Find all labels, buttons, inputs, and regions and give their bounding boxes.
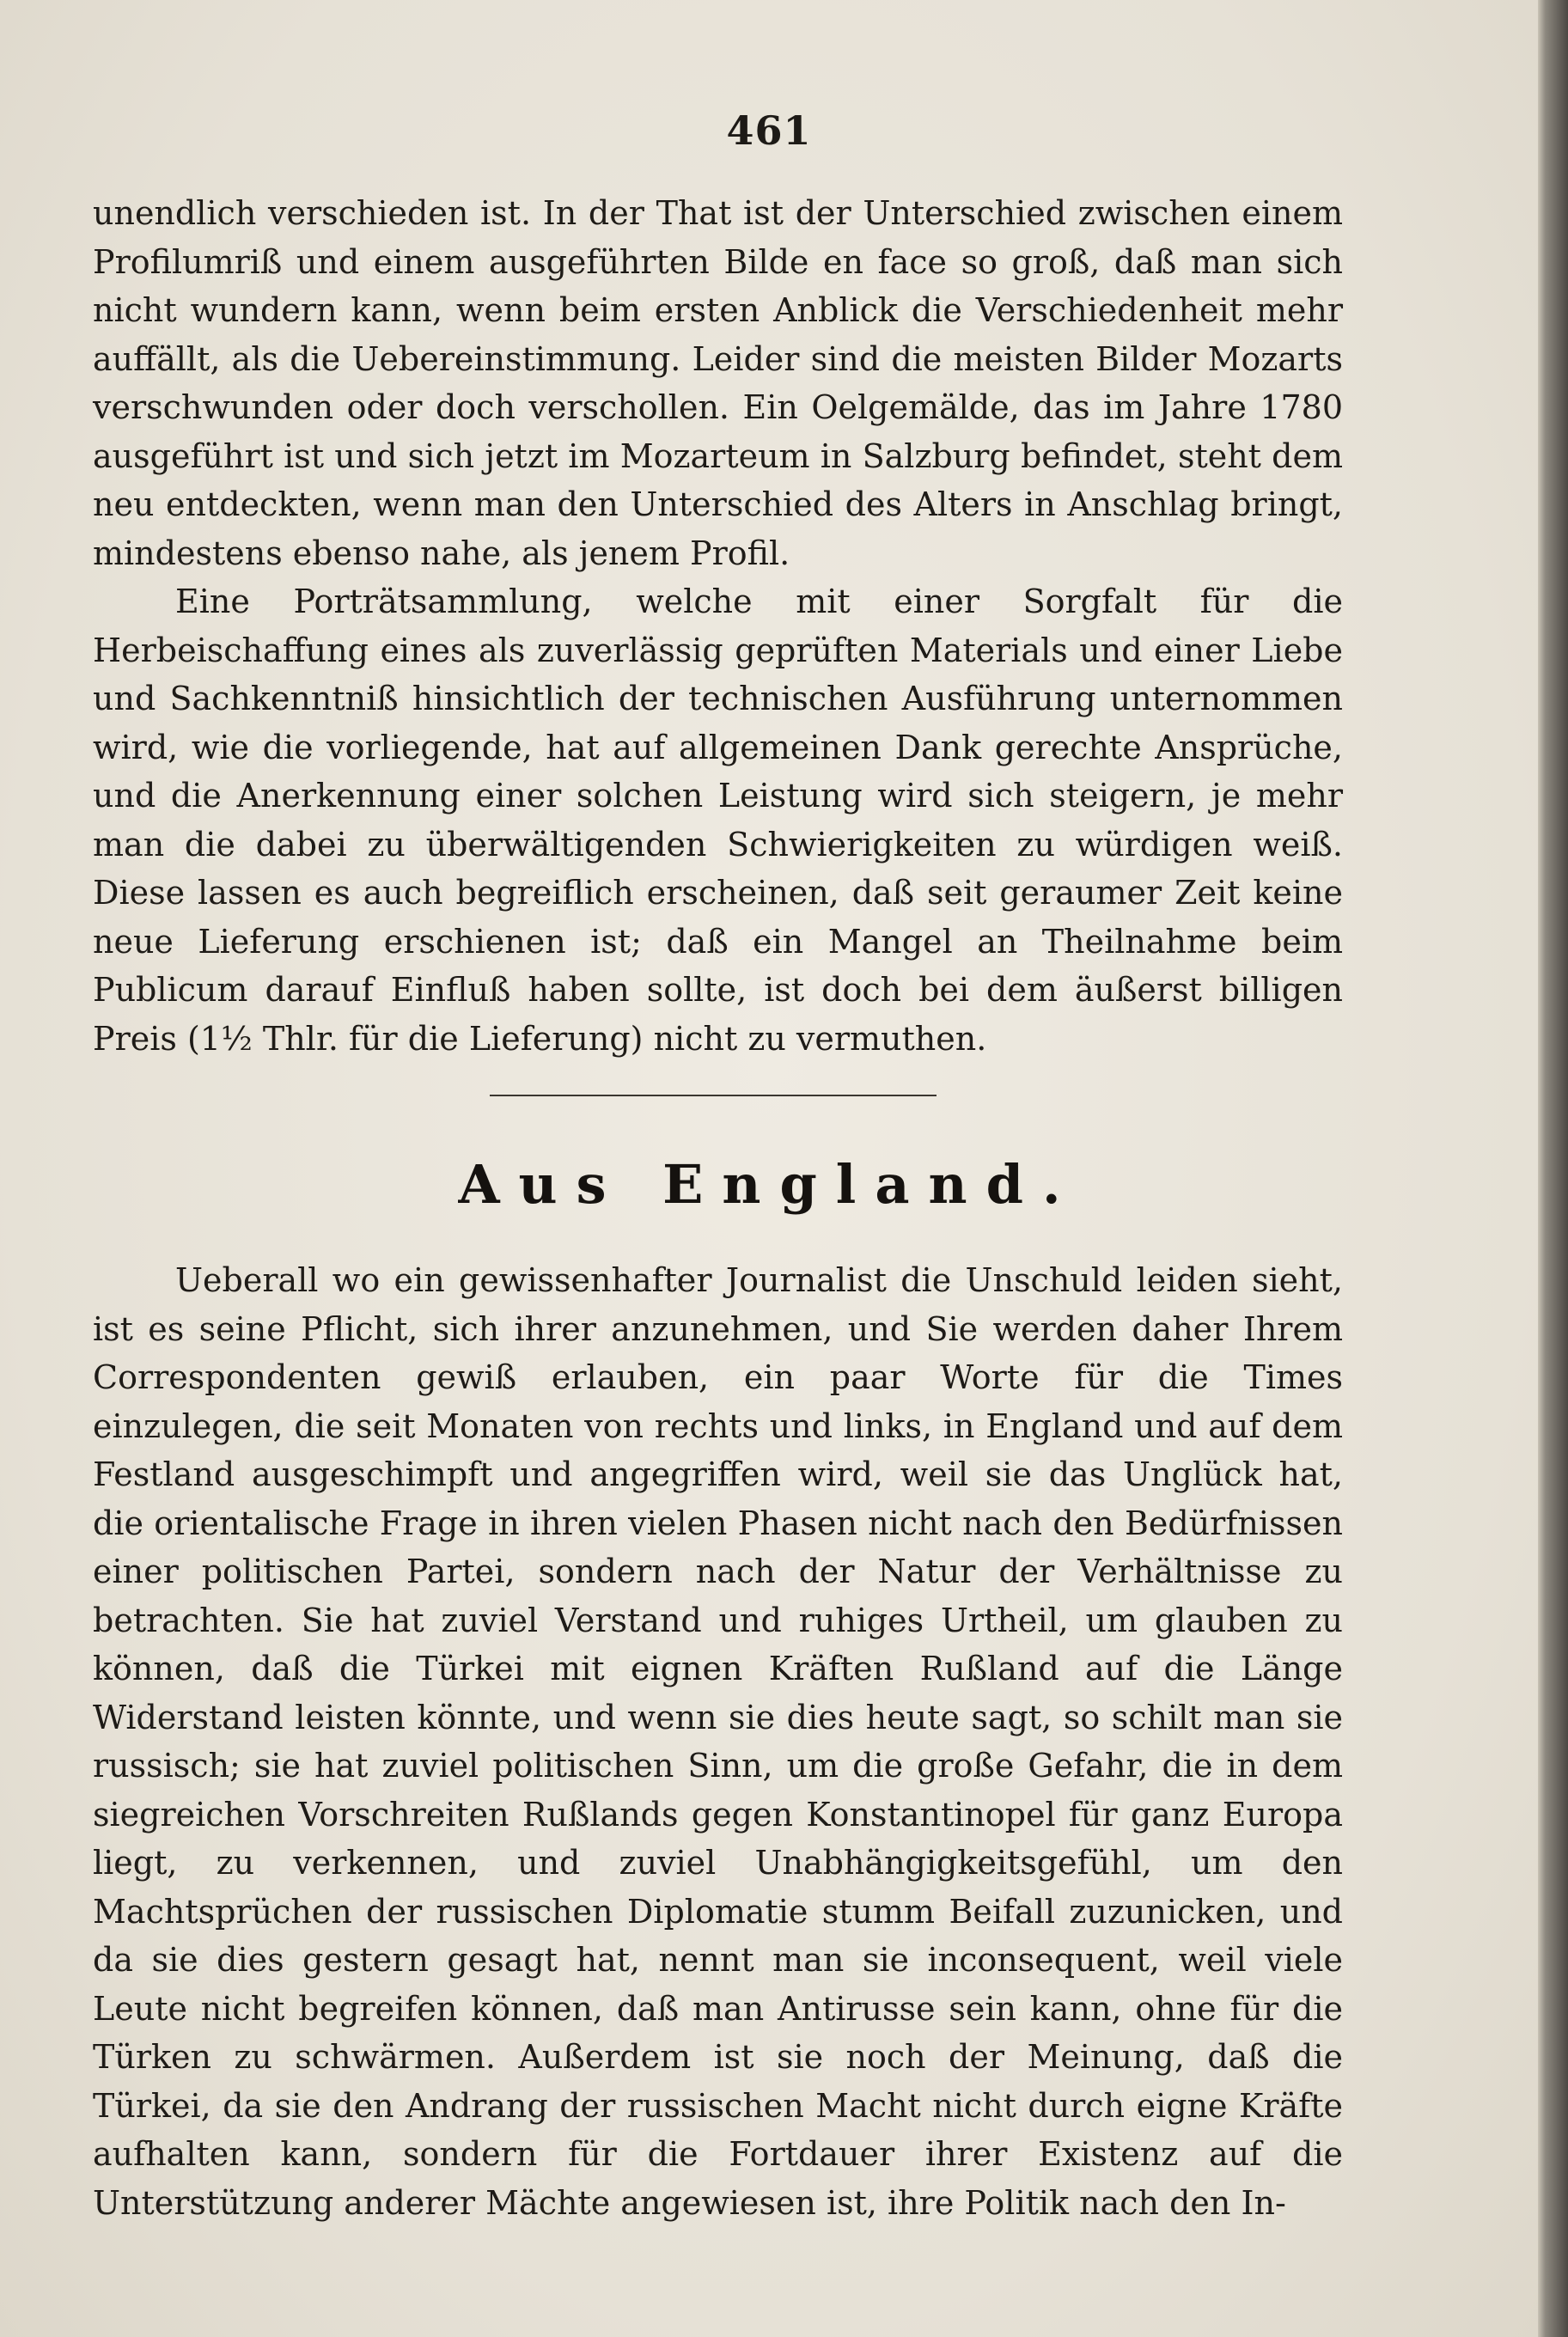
paragraph-1: unendlich verschieden ist. In der That ist der Unterschied zwischen einem Profilumriß und einem ausgeführten Bilde en face so groß, daß man sich nicht wundern kann, wenn beim ersten Anblick die Verschiedenheit mehr auffällt, als die Uebereinstimmung. Leider sind die meisten Bilder Mozarts verschwunden oder doch verschollen. Ein Oelgemälde, das im Jahre 1780 ausgeführt ist und sich jetzt im Mozarteum in Salzburg befindet, steht dem neu entdeckten, wenn man den Unterschied des Alters in Anschlag bringt, mindestens ebenso nahe, als jenem Profil. bbox=[93, 194, 1343, 572]
paragraph-2: Eine Porträtsammlung, welche mit einer Sorgfalt für die Herbeischaffung eines als zuverlässig geprüften Materials und einer Liebe und Sachkenntniß hinsichtlich der technischen Ausführung unternommen wird, wie die vorliegende, hat auf allgemeinen Dank gerechte Ansprüche, und die Anerkennung einer solchen Leistung wird sich steigern, je mehr man die dabei zu überwältigenden Schwierigkeiten zu würdigen weiß. Diese lassen es auch begreiflich erscheinen, daß seit geraumer Zeit keine neue Lieferung erschienen ist; daß ein Mangel an Theilnahme beim Publicum darauf Einfluß haben sollte, ist doch bei dem äußerst billigen Preis (1½ Thlr. für die Lieferung) nicht zu vermuthen. bbox=[93, 583, 1343, 1058]
body-text-bottom bbox=[93, 1256, 1343, 2227]
section-divider bbox=[490, 1095, 937, 1096]
paragraph-3: Ueberall wo ein gewissenhafter Journalist die Unschuld leiden sieht, ist es seine Pflicht, sich ihrer anzunehmen, und Sie werden daher Ihrem Correspondenten gewiß erlauben, ein paar Worte für die Times einzulegen, die seit Monaten von rechts und links, in England und auf dem Festland ausgeschimpft und angegriffen wird, weil sie das Unglück hat, die orientalische Frage in ihren vielen Phasen nicht nach den Bedürfnissen einer politischen Partei, sondern nach der Natur der Verhältnisse zu betrachten. Sie hat zuviel Verstand und ruhiges Urtheil, um glauben zu können, daß die Türkei mit eignen Kräften Rußland auf die Länge Widerstand leisten könnte, und wenn sie dies heute sagt, so schilt man sie russisch; sie hat zuviel politischen Sinn, um die große Gefahr, die in dem siegreichen Vorschreiten Rußlands gegen Konstantinopel für ganz Europa liegt, zu verkennen, und zuviel Unabhängigkeitsgefühl, um den Machtsprüchen der russischen Diplomatie stumm Beifall zuzunicken, und da sie dies gestern gesagt hat, nennt man sie inconsequent, weil viele Leute nicht begreifen können, daß man Antirusse sein kann, ohne für die Türken zu schwärmen. Außerdem ist sie noch der Meinung, daß die Türkei, da sie den Andrang der russischen Macht nicht durch eigne Kräfte aufhalten kann, sondern für die Fortdauer ihrer Existenz auf die Unterstützung anderer Mächte angewiesen ist, ihre Politik nach den In- bbox=[93, 1261, 1343, 2222]
section-heading: Aus England. bbox=[458, 1153, 1080, 1216]
body-text-top bbox=[93, 189, 1343, 1063]
page-number: 461 bbox=[726, 107, 812, 154]
page-edge bbox=[1538, 0, 1568, 2337]
